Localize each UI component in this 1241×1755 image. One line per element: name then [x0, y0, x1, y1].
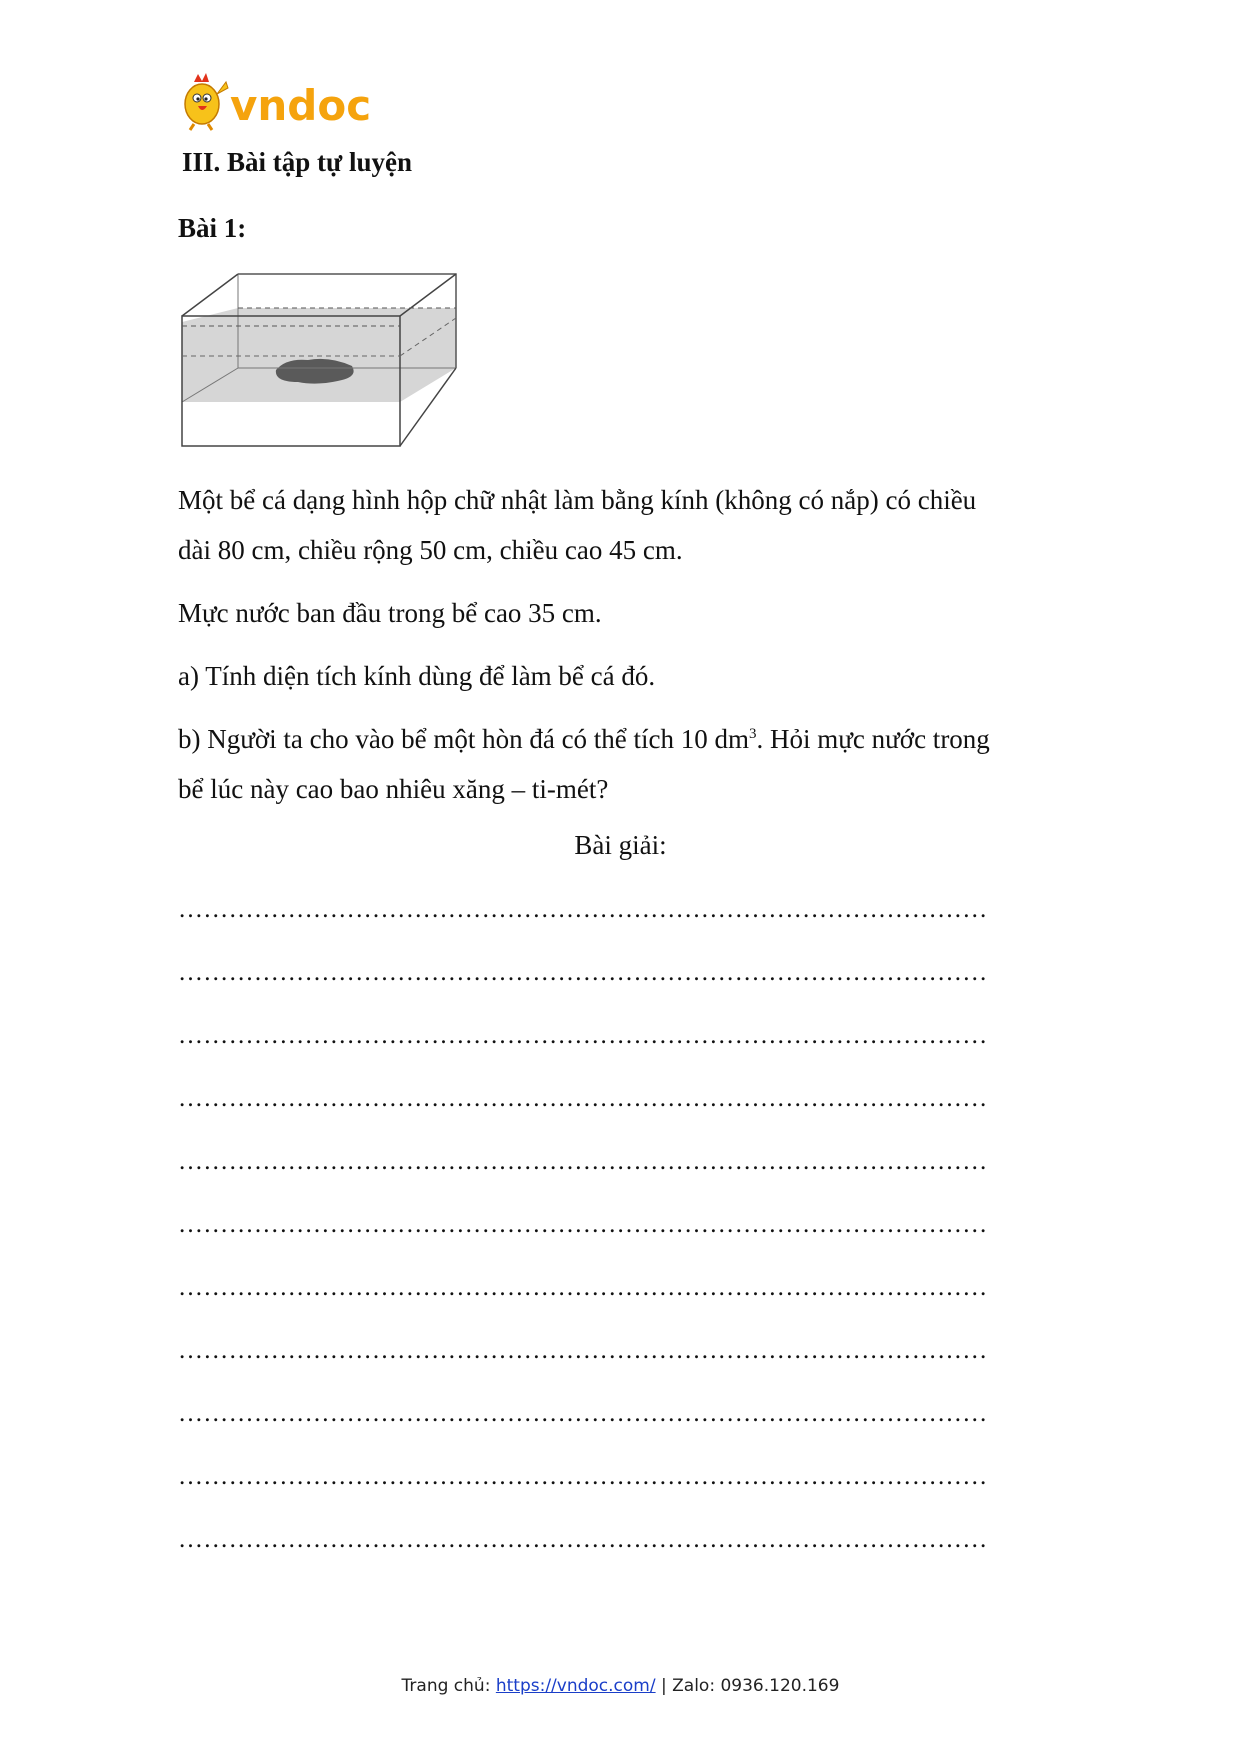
question-b: b) Người ta cho vào bể một hòn đá có thể tích 10 $dm^3$. Hỏi mực nước trong: [178, 724, 990, 754]
footer-home-link[interactable]: https://vndoc.com/: [495, 1676, 656, 1696]
answer-line: ……………………………………………………………………………………: [178, 1022, 988, 1049]
section-title: III. Bài tập tự luyện: [182, 147, 413, 177]
answer-line: ……………………………………………………………………………………: [178, 1463, 988, 1490]
page-footer: [0, 1676, 1241, 1696]
problem-line-2: dài 80 cm, chiều rộng 50 cm, chiều cao 45 cm.: [178, 535, 683, 565]
answer-line: ……………………………………………………………………………………: [178, 1400, 988, 1427]
answer-line: ……………………………………………………………………………………: [178, 1526, 988, 1553]
question-a: a) Tính diện tích kính dùng để làm bể cá đó.: [178, 661, 656, 691]
question-b-line-2: bể lúc này cao bao nhiêu xăng – ti-mét?: [178, 774, 609, 804]
answer-line: ……………………………………………………………………………………: [178, 1085, 988, 1112]
problem-line-1: Một bể cá dạng hình hộp chữ nhật làm bằng kính (không có nắp) có chiều: [178, 485, 977, 515]
footer-separator: |: [655, 1676, 673, 1696]
fish-tank-figure: [178, 272, 462, 450]
answer-line: ……………………………………………………………………………………: [178, 1337, 988, 1364]
exercise-title: Bài 1:: [178, 213, 247, 243]
answer-line: ……………………………………………………………………………………: [178, 896, 988, 923]
footer-zalo: Zalo: 0936.120.169: [672, 1676, 840, 1696]
vndoc-logo[interactable]: [180, 68, 400, 132]
problem-line-3: Mực nước ban đầu trong bể cao 35 cm.: [178, 598, 602, 628]
answer-line: ……………………………………………………………………………………: [178, 1211, 988, 1238]
answer-line: ……………………………………………………………………………………: [178, 1148, 988, 1175]
solution-heading: Bài giải:: [574, 830, 667, 860]
answer-line: ……………………………………………………………………………………: [178, 959, 988, 986]
chicken-mascot-icon: [180, 68, 400, 132]
answer-line: ……………………………………………………………………………………: [178, 1274, 988, 1301]
footer-home-label: Trang chủ:: [401, 1676, 496, 1696]
stone-shape: [276, 359, 354, 384]
svg-text:vndoc: vndoc: [230, 81, 372, 130]
